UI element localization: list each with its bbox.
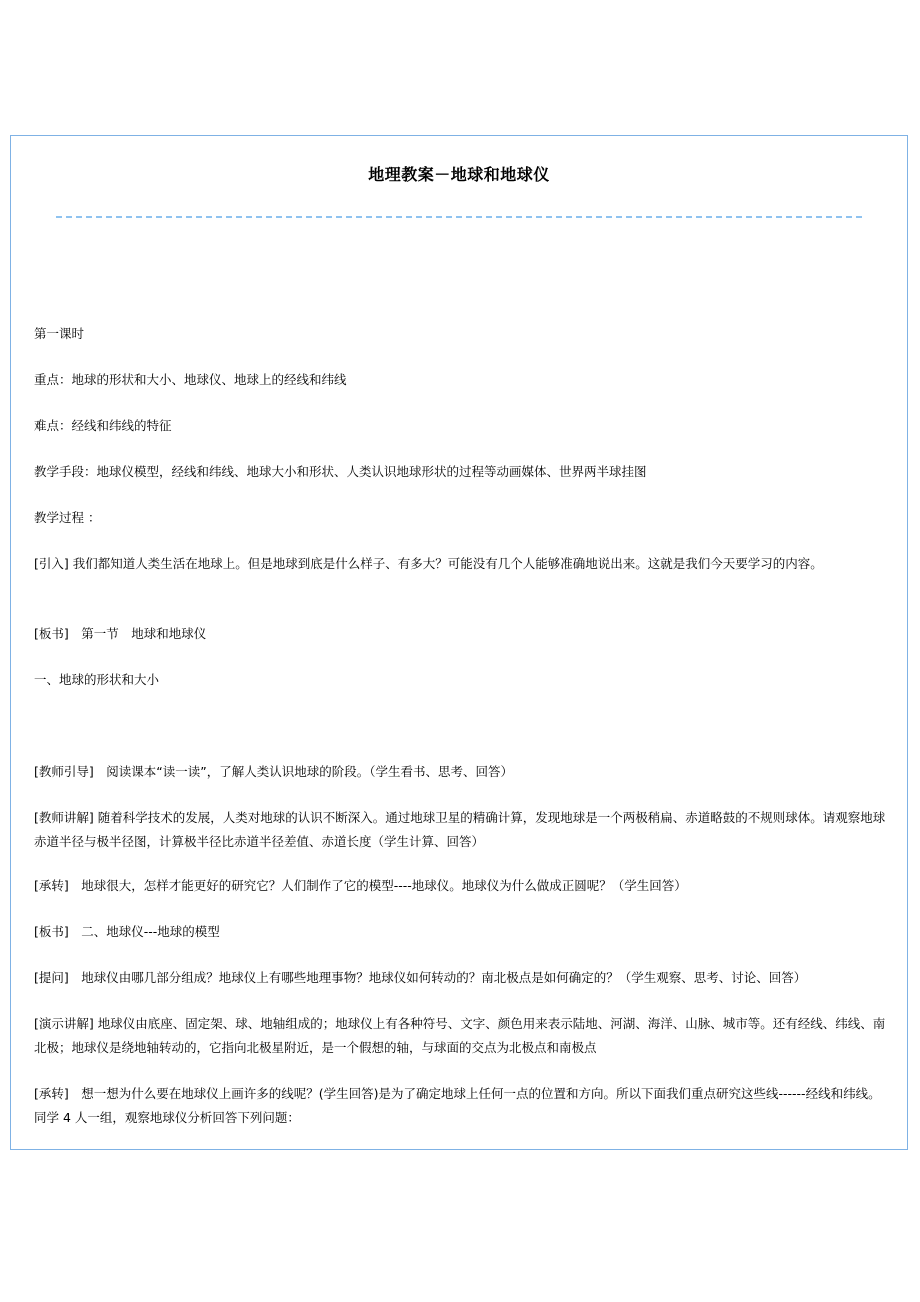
dashed-divider [56,216,862,218]
paragraph-board-2: [板书] 二、地球仪---地球的模型 [34,924,220,939]
paragraph-intro: [引入] 我们都知道人类生活在地球上。但是地球到底是什么样子、有多大？可能没有几个人能够准确地说出来。这就是我们今天要学习的内容。 [34,556,823,571]
paragraph-key-points: 重点：地球的形状和大小、地球仪、地球上的经线和纬线 [34,372,347,387]
paragraph-difficulties: 难点：经线和纬线的特征 [34,418,172,433]
paragraph-teacher-guide: [教师引导] 阅读课本“读一读”，了解人类认识地球的阶段。（学生看书、思考、回答） [34,764,513,779]
paragraph-board-1: [板书] 第一节 地球和地球仪 [34,626,207,641]
paragraph-transition-2: [承转] 想一想为什么要在地球仪上画许多的线呢？(学生回答)是为了确定地球上任何一点的位置和方向。所以下面我们重点研究这些线------经线和纬线。同学 4 人一组，观察地球仪分析回答下列问题： [34,1086,881,1125]
document-frame [10,135,908,1150]
paragraph-demo-explain: [演示讲解] 地球仪由底座、固定架、球、地轴组成的；地球仪上有各种符号、文字、颜色用来表示陆地、河湖、海洋、山脉、城市等。还有经线、纬线、南北极；地球仪是绕地轴转动的，它指向北极星附近，是一个假想的轴，与球面的交点为北极点和南极点 [34,1016,886,1055]
paragraph-question: [提问] 地球仪由哪几部分组成？地球仪上有哪些地理事物？地球仪如何转动的？南北极点是如何确定的？（学生观察、思考、讨论、回答） [34,970,807,985]
paragraph-lesson: 第一课时 [34,326,85,341]
paragraph-teacher-explain: [教师讲解] 随着科学技术的发展，人类对地球的认识不断深入。通过地球卫星的精确计算，发现地球是一个两极稍扁、赤道略鼓的不规则球体。请观察地球赤道半径与极半径图，计算极半径比赤道半径差值、赤道长度（学生计算、回答） [34,810,886,849]
paragraph-section-1: 一、地球的形状和大小 [34,672,160,687]
paragraph-teaching-means: 教学手段：地球仪模型，经线和纬线、地球大小和形状、人类认识地球形状的过程等动画媒体、世界两半球挂图 [34,464,647,479]
paragraph-process: 教学过程 ： [34,510,101,525]
document-title: 地理教案－地球和地球仪 [368,165,550,184]
paragraph-transition-1: [承转] 地球很大，怎样才能更好的研究它？人们制作了它的模型----地球仪。地球仪为什么做成正圆呢？（学生回答） [34,878,687,893]
